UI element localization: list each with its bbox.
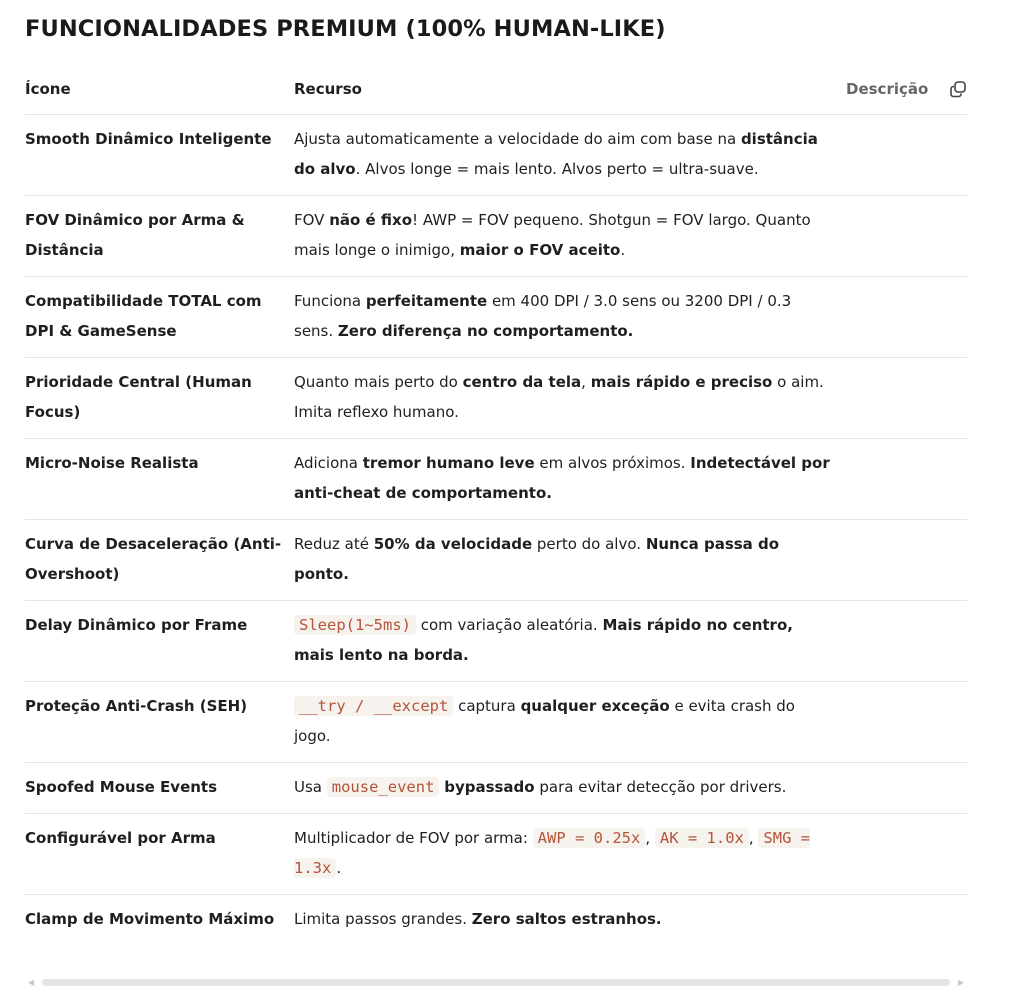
copy-table-button[interactable] — [949, 80, 967, 98]
bold-text: centro da tela — [462, 373, 582, 391]
text-segment: . — [336, 859, 342, 877]
feature-description — [294, 610, 834, 670]
feature-name: Configurável por Arma — [25, 829, 216, 847]
text-segment: perto do alvo. — [532, 535, 646, 553]
inline-code: mouse_event — [327, 777, 440, 797]
table-row — [25, 682, 967, 763]
header-resource-column: Recurso — [294, 80, 362, 98]
edge-mark — [0, 68, 1, 82]
bold-text: maior o FOV aceito — [459, 241, 621, 259]
copy-icon — [949, 80, 967, 98]
text-segment: Multiplicador de FOV por arma: — [294, 829, 533, 847]
table-header — [25, 66, 967, 115]
table-body — [25, 115, 967, 945]
bold-text: mais rápido e preciso — [590, 373, 773, 391]
table-row — [25, 814, 967, 895]
text-segment: ! AWP = FOV pequeno. Shotgun = FOV largo. Quanto mais longe o inimigo, — [294, 211, 811, 259]
page-title: FUNCIONALIDADES PREMIUM (100% HUMAN-LIKE) — [25, 16, 666, 42]
bold-text: distância do alvo — [294, 130, 818, 178]
table-row — [25, 439, 967, 520]
feature-description — [294, 904, 834, 934]
horizontal-scrollbar[interactable] — [28, 977, 964, 988]
bold-text: tremor humano leve — [362, 454, 535, 472]
text-segment: em alvos próximos. — [534, 454, 691, 472]
bold-text: qualquer exceção — [520, 697, 670, 715]
bold-text: Mais rápido no centro, mais lento na borda. — [294, 616, 793, 664]
feature-description — [294, 772, 834, 802]
inline-code: SMG = 1.3x — [294, 829, 811, 877]
table-row — [25, 763, 967, 814]
feature-name: Clamp de Movimento Máximo — [25, 910, 275, 928]
feature-description — [294, 448, 834, 508]
table-row — [25, 115, 967, 196]
text-segment: Funciona — [294, 292, 366, 310]
table-row — [25, 601, 967, 682]
features-table — [25, 66, 967, 945]
feature-description — [294, 367, 834, 427]
feature-name: Spoofed Mouse Events — [25, 778, 218, 796]
text-segment: Usa — [294, 778, 327, 796]
feature-name: Curva de Desaceleração (Anti-Overshoot) — [25, 535, 282, 583]
inline-code: __try / __except — [294, 696, 453, 716]
text-segment: Ajusta automaticamente a velocidade do aim com base na — [294, 130, 741, 148]
bold-text: não é fixo — [329, 211, 413, 229]
feature-description — [294, 286, 834, 346]
text-segment: e evita crash do jogo. — [294, 697, 795, 745]
feature-name: Proteção Anti-Crash (SEH) — [25, 697, 248, 715]
bold-text: Nunca passa do ponto. — [294, 535, 780, 583]
feature-description — [294, 691, 834, 751]
bold-text: Indetectável por anti-cheat de comportamento. — [294, 454, 830, 502]
scroll-left-arrow-icon[interactable]: ◀ — [28, 978, 35, 987]
text-segment: , — [645, 829, 655, 847]
text-segment: o aim. Imita reflexo humano. — [294, 373, 824, 421]
text-segment: captura — [453, 697, 521, 715]
feature-description — [294, 124, 834, 184]
bold-text: bypassado — [444, 778, 535, 796]
feature-description — [294, 823, 834, 883]
scroll-right-arrow-icon[interactable]: ▶ — [957, 978, 964, 987]
text-segment: em 400 DPI / 3.0 sens ou 3200 DPI / 0.3 sens. — [294, 292, 792, 340]
header-description-column: Descrição — [846, 80, 929, 98]
text-segment: Adiciona — [294, 454, 363, 472]
text-segment: Limita passos grandes. — [294, 910, 472, 928]
text-segment: . Alvos longe = mais lento. Alvos perto = ultra-suave. — [355, 160, 759, 178]
text-segment: FOV — [294, 211, 330, 229]
feature-name: Smooth Dinâmico Inteligente — [25, 130, 272, 148]
header-icon-column: Ícone — [25, 80, 71, 98]
text-segment: com variação aleatória. — [415, 616, 603, 634]
feature-name: FOV Dinâmico por Arma & Distância — [25, 211, 245, 259]
scrollbar-thumb[interactable] — [42, 979, 950, 986]
feature-name: Delay Dinâmico por Frame — [25, 616, 248, 634]
inline-code: AWP = 0.25x — [533, 828, 646, 848]
bold-text: Zero diferença no comportamento. — [337, 322, 634, 340]
text-segment: para evitar detecção por drivers. — [534, 778, 787, 796]
bold-text: 50% da velocidade — [373, 535, 533, 553]
feature-name: Compatibilidade TOTAL com DPI & GameSense — [25, 292, 262, 340]
table-row — [25, 358, 967, 439]
table-row — [25, 895, 967, 945]
inline-code: Sleep(1~5ms) — [294, 615, 416, 635]
feature-description — [294, 529, 834, 589]
feature-name: Micro-Noise Realista — [25, 454, 199, 472]
feature-name: Prioridade Central (Human Focus) — [25, 373, 252, 421]
text-segment: Reduz até — [294, 535, 374, 553]
text-segment: , — [581, 373, 591, 391]
bold-text: perfeitamente — [365, 292, 488, 310]
text-segment: , — [748, 829, 759, 847]
inline-code: AK = 1.0x — [655, 828, 749, 848]
table-row — [25, 520, 967, 601]
text-segment: . — [620, 241, 626, 259]
table-row — [25, 196, 967, 277]
table-row — [25, 277, 967, 358]
feature-description — [294, 205, 834, 265]
bold-text: Zero saltos estranhos. — [471, 910, 662, 928]
text-segment: Quanto mais perto do — [294, 373, 463, 391]
